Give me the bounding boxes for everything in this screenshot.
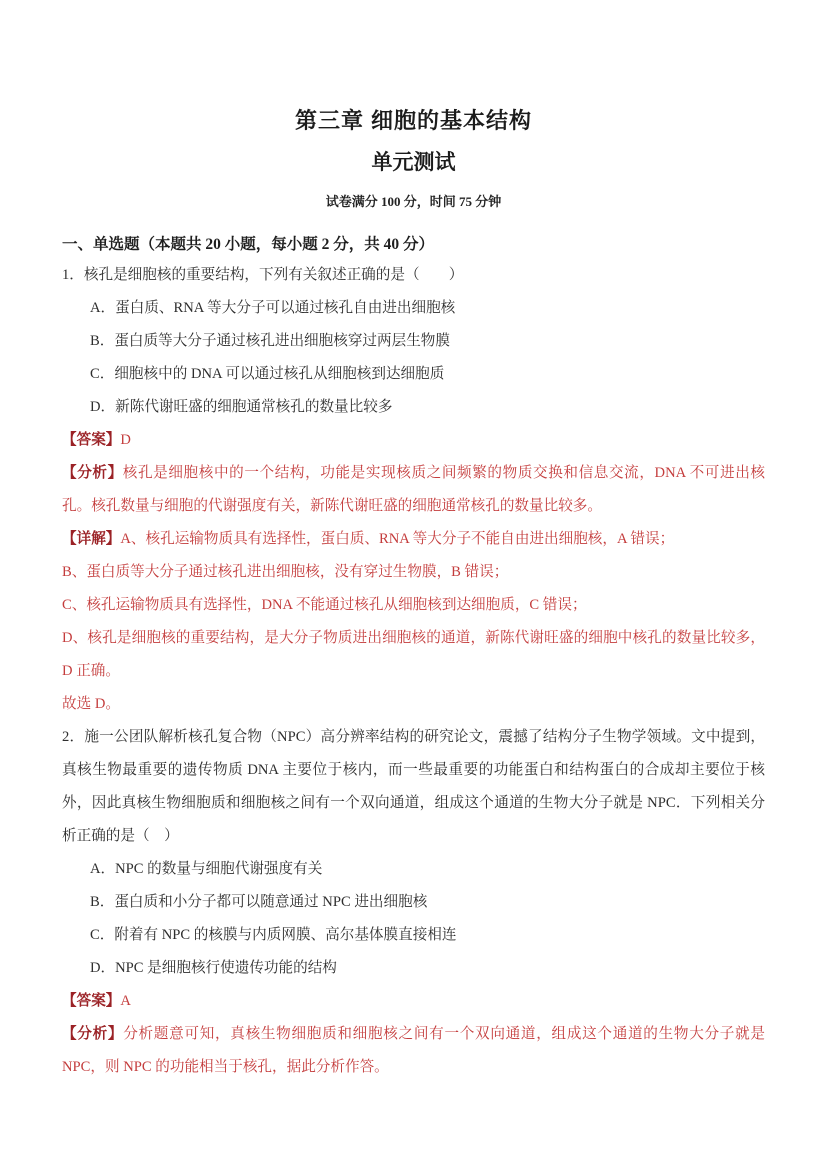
- chapter-title: 第三章 细胞的基本结构: [294, 108, 533, 133]
- question-1-analysis: [62, 457, 765, 523]
- detail-text-a: A、核孔运输物质具有选择性，蛋白质、RNA 等大分子不能自由进出细胞核，A 错误；: [120, 531, 675, 547]
- question-1-detail: [62, 523, 765, 556]
- question-1-option-a: A．蛋白质、RNA 等大分子可以通过核孔自由进出细胞核: [90, 300, 456, 316]
- analysis-label: 【分析】: [62, 1026, 124, 1042]
- test-title: 单元测试: [371, 151, 456, 174]
- question-1-conclusion: 故选 D。: [62, 696, 120, 712]
- analysis-text: 核孔是细胞核中的一个结构，功能是实现核质之间频繁的物质交换和信息交流，DNA 不可进出核孔。核孔数量与细胞的代谢强度有关，新陈代谢旺盛的细胞通常核孔的数量比较多。: [62, 465, 765, 514]
- question-1-detail-c: C、核孔运输物质具有选择性，DNA 不能通过核孔从细胞核到达细胞质，C 错误；: [62, 597, 587, 613]
- question-1-option-c: C．细胞核中的 DNA 可以通过核孔从细胞核到达细胞质: [90, 366, 445, 382]
- answer-label: 【答案】: [62, 993, 121, 1009]
- analysis-text: 分析题意可知，真核生物细胞质和细胞核之间有一个双向通道，组成这个通道的生物大分子就是 NPC，则 NPC 的功能相当于核孔，据此分析作答。: [62, 1026, 765, 1075]
- exam-meta: 试卷满分 100 分，时间 75 分钟: [325, 194, 502, 209]
- question-1-option-b: B．蛋白质等大分子通过核孔进出细胞核穿过两层生物膜: [90, 333, 450, 349]
- answer-value: A: [120, 993, 131, 1009]
- question-1-detail-b: B、蛋白质等大分子通过核孔进出细胞核，没有穿过生物膜，B 错误；: [62, 564, 509, 580]
- question-block-2: [62, 721, 765, 1084]
- question-1-detail-d: D、核孔是细胞核的重要结构，是大分子物质进出细胞核的通道，新陈代谢旺盛的细胞中核孔的数量比较多，D 正确。: [62, 630, 765, 679]
- question-2-option-d: D．NPC 是细胞核行使遗传功能的结构: [90, 960, 337, 976]
- answer-value: D: [120, 432, 131, 448]
- question-2-stem: 2．施一公团队解析核孔复合物（NPC）高分辨率结构的研究论文，震撼了结构分子生物学领域。文中提到，真核生物最重要的遗传物质 DNA 主要位于核内，而一些最重要的功能蛋白和结构蛋白的合成却主要位于核外，因此真核生物细胞质和细胞核之间有一个双向通道，组成这个通道的生物大分子就是 NPC．下列相关分析正确的是（ ）: [62, 729, 765, 844]
- question-2-option-b: B．蛋白质和小分子都可以随意通过 NPC 进出细胞核: [90, 894, 428, 910]
- question-block-1: [62, 259, 765, 721]
- question-2-option-c: C．附着有 NPC 的核膜与内质网膜、高尔基体膜直接相连: [90, 927, 457, 943]
- section-heading: 一、单选题（本题共 20 小题，每小题 2 分，共 40 分）: [62, 236, 435, 253]
- analysis-label: 【分析】: [62, 465, 123, 481]
- question-1-stem: 1．核孔是细胞核的重要结构，下列有关叙述正确的是（ ）: [62, 267, 464, 283]
- detail-label: 【详解】: [62, 531, 121, 547]
- question-1-option-d: D．新陈代谢旺盛的细胞通常核孔的数量比较多: [90, 399, 393, 415]
- answer-label: 【答案】: [62, 432, 121, 448]
- question-2-option-a: A．NPC 的数量与细胞代谢强度有关: [90, 861, 323, 877]
- question-1-answer-line: [62, 424, 765, 457]
- question-2-analysis: [62, 1018, 765, 1084]
- question-2-answer-line: [62, 985, 765, 1018]
